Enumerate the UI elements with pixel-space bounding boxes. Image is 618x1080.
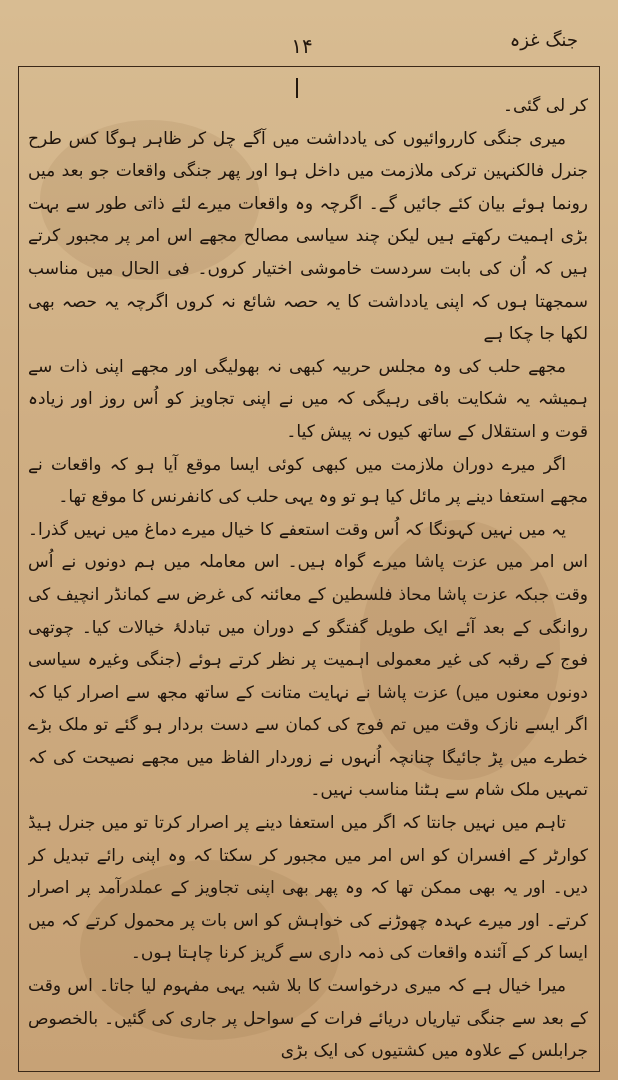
body-text: [28, 90, 588, 1062]
running-head: جنگ غزہ: [509, 30, 578, 51]
page-number: ۱۴: [291, 34, 313, 58]
paragraph: تاہم میں نہیں جانتا کہ اگر میں استعفا دینے پر اصرار کرتا تو میں جنرل ہیڈ کوارٹر کے افسران کو اس امر میں مجبور کر سکتا کہ وہ اپنی رائے تبدیل کر دیں۔ اور یہ بھی ممکن تھا کہ وہ پھر بھی اپنی تجاویز کے عملدرآمد پر اصرار کرتے۔ اور میرے عہدہ چھوڑنے کی خواہش کو اس بات پر محمول کرتے کہ میں ایسا کر کے آئندہ واقعات کی ذمہ داری سے گریز کرنا چاہتا ہوں۔: [28, 813, 588, 964]
paragraph: کر لی گئی۔: [503, 96, 588, 116]
paragraph: اگر میرے دوران ملازمت میں کبھی کوئی ایسا موقع آیا ہو کہ واقعات نے مجھے استعفا دینے پر مائل کیا ہو تو وہ یہی حلب کی کانفرنس کا موقع تھا۔: [28, 454, 588, 508]
paragraph: میرا خیال ہے کہ میری درخواست کا بلا شبہ یہی مفہوم لیا جاتا۔ اس وقت کے بعد سے جنگی تیاریاں دریائے فرات کے سواحل پر جاری کی گئیں۔ بالخصوص جرابلس کے علاوہ میں کشتیوں کی ایک بڑی: [28, 976, 588, 1062]
paragraph: مجھے حلب کی وہ مجلس حربیہ کبھی نہ بھولیگی اور مجھے اپنی ذات سے ہمیشہ یہ شکایت باقی رہیگی کہ میں نے اپنی تجاویز کو اُس روز اور زیادہ قوت و استقلال کے ساتھ کیوں نہ پیش کیا۔: [28, 356, 588, 442]
paragraph: میری جنگی کارروائیوں کی یادداشت میں آگے چل کر ظاہر ہوگا کس طرح جنرل فالکنہین ترکی ملازمت میں داخل ہوا اور پھر جنگی واقعات جو بعد میں رونما ہوئے بیان کئے جائیں گے۔ اگرچہ وہ واقعات میرے لئے ذاتی طور سے بہت بڑی اہمیت رکھتے ہیں لیکن چند سیاسی مصالح مجھے اس امر پر مجبور کرتے ہیں کہ اُن کی بابت سردست خاموشی اختیار کروں۔ فی الحال میں مناسب سمجھتا ہوں کہ اپنی یادداشت کا یہ حصہ شائع نہ کروں اگرچہ یہ حصہ بھی لکھا جا چکا ہے: [28, 128, 588, 345]
paragraph: یہ میں نہیں کہونگا کہ اُس وقت استعفے کا خیال میرے دماغ میں نہیں گذرا۔ اس امر میں عزت پاشا میرے گواہ ہیں۔ اس معاملہ میں ہم دونوں نے اُس وقت جبکہ عزت پاشا محاذ فلسطین کے معائنہ کی غرض سے کمانڈر انچیف کی روانگی کے بعد آئے ایک طویل گفتگو کے دوران میں تبادلۂ خیالات کیا۔ چوتھی فوج کے رقبہ کی غیر معمولی اہمیت پر نظر کرتے ہوئے (جنگی وغیرہ سیاسی دونوں معنوں میں) عزت پاشا نے نہایت متانت کے ساتھ مجھ سے اصرار کیا کہ اگر ایسے نازک وقت میں تم فوج کی کمان سے دست بردار ہو گئے تو ملک بڑے خطرے میں پڑ جائیگا چنانچہ اُنہوں نے زوردار الفاظ میں مجھے نصیحت کی کہ تمہیں ملک شام سے ہٹنا مناسب نہیں۔: [28, 519, 588, 801]
